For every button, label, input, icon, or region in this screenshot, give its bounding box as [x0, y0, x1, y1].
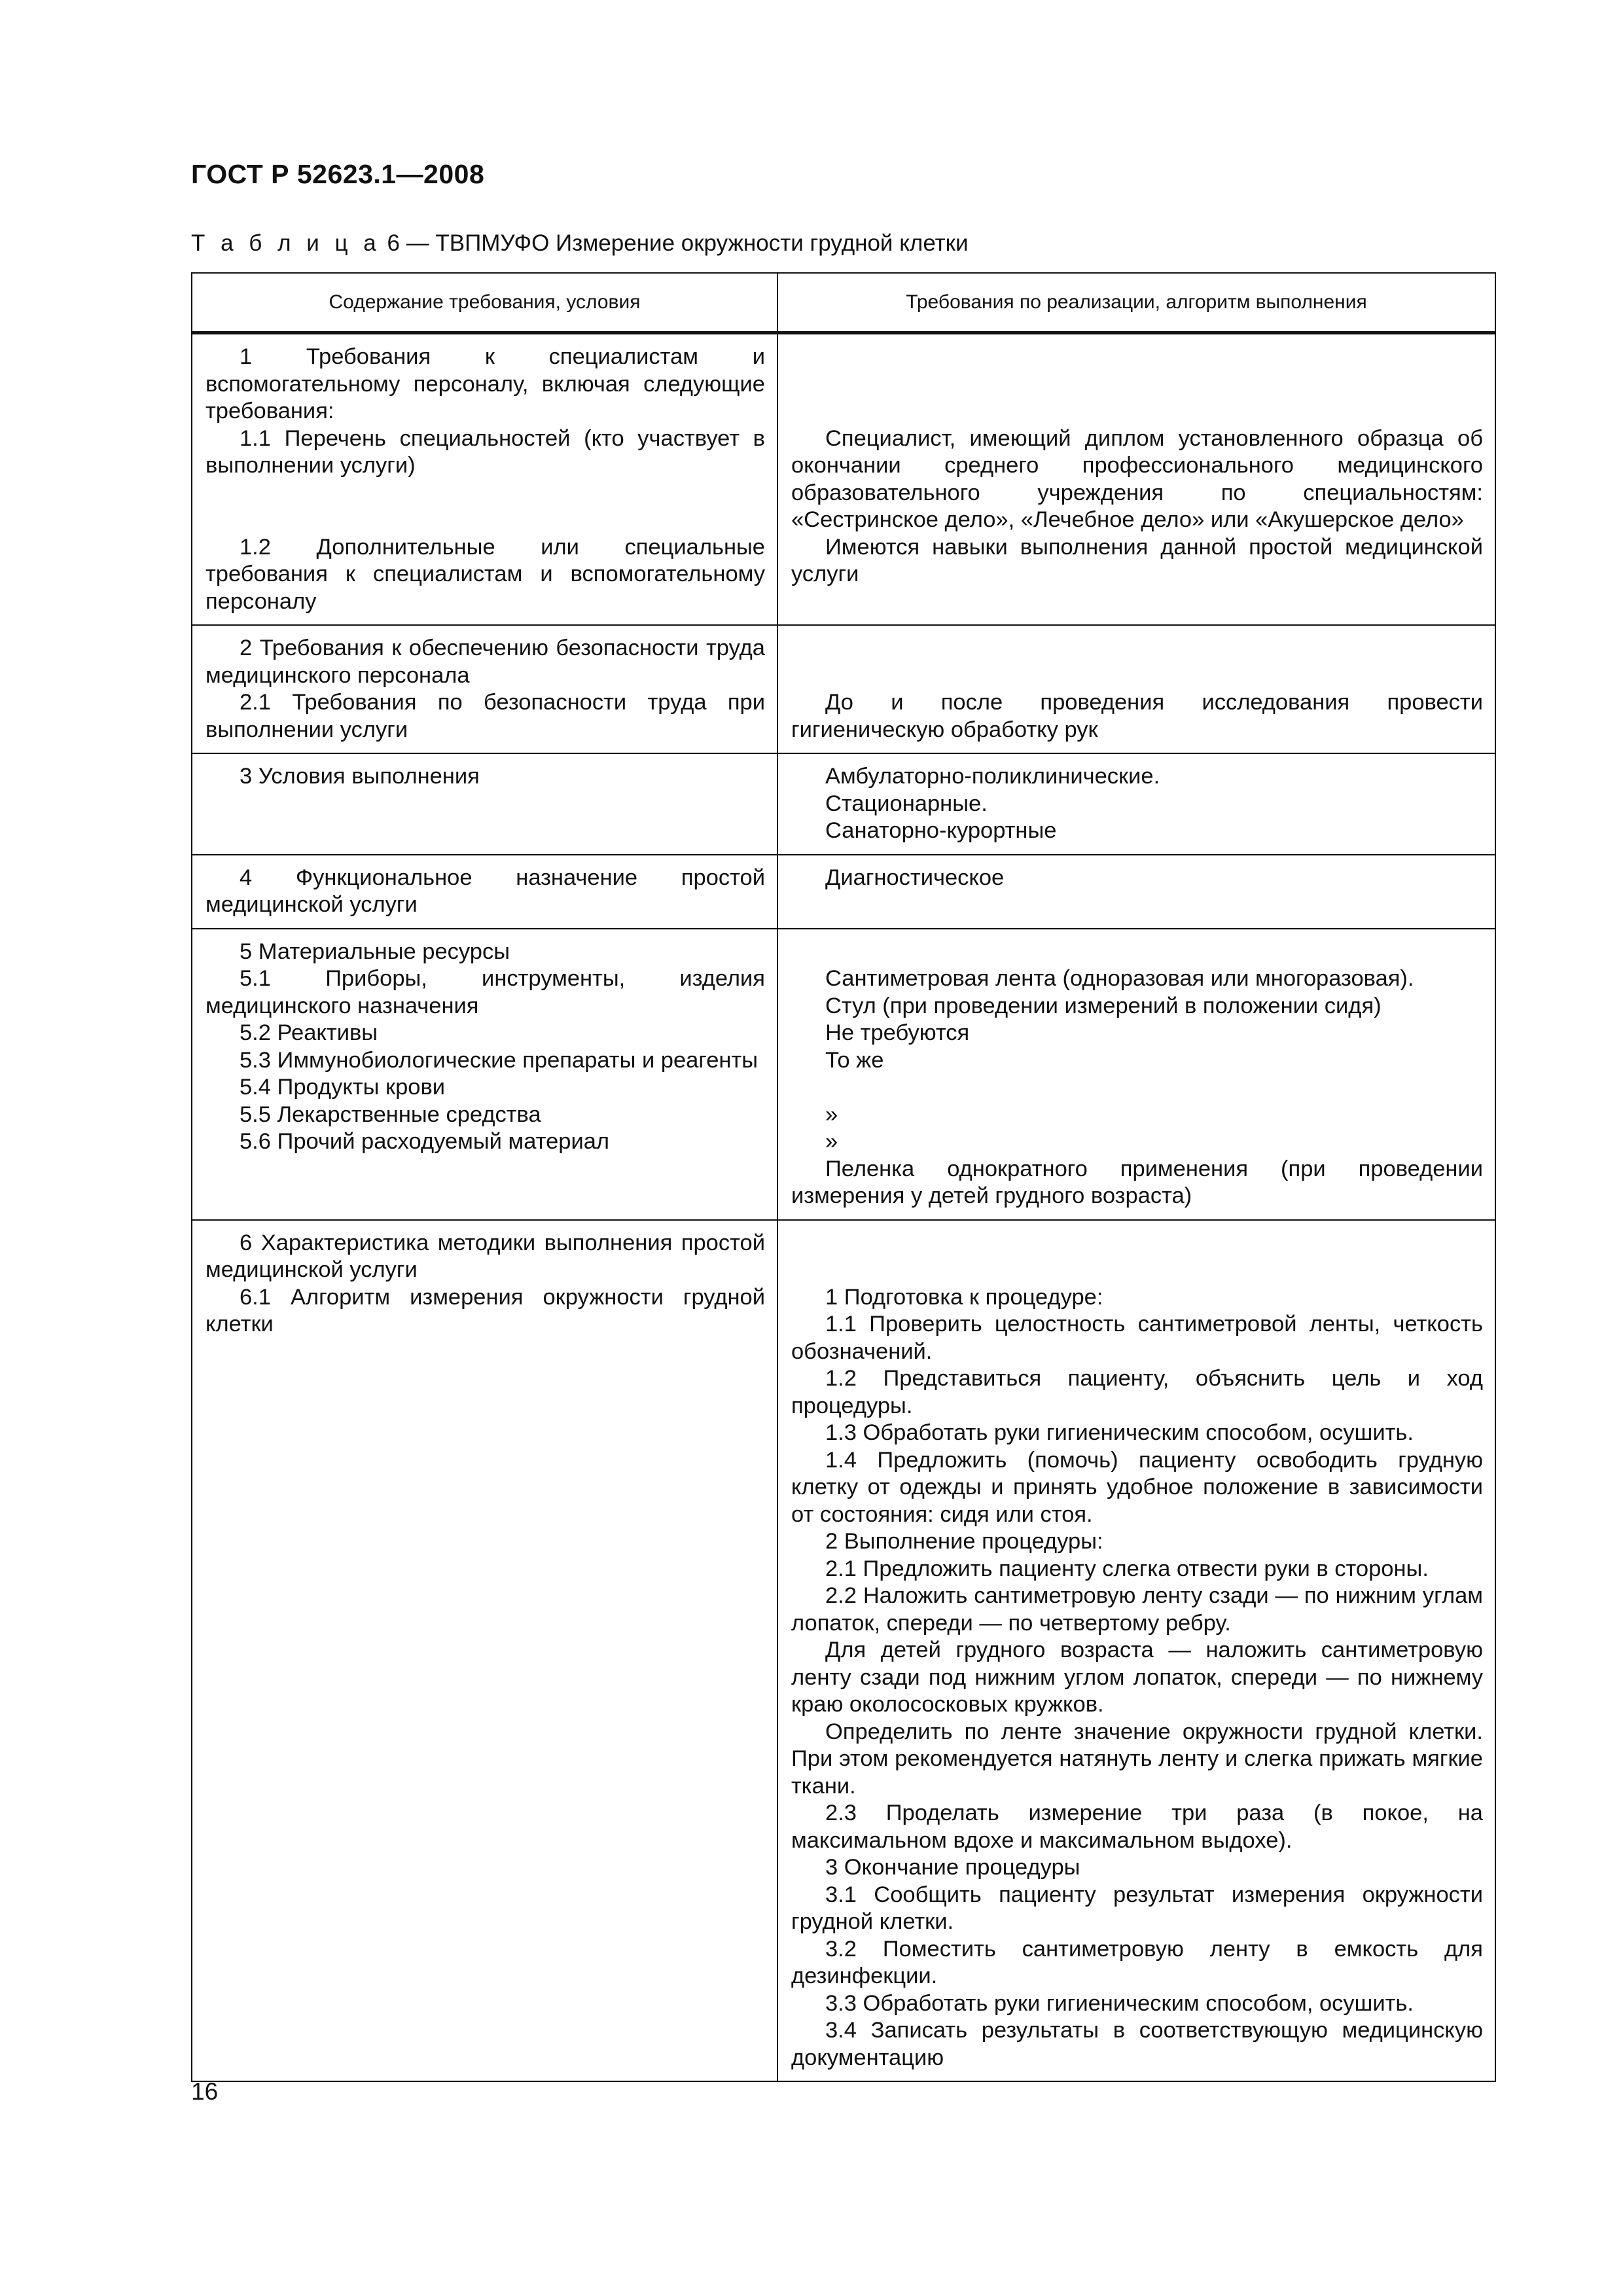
- spacer-line: [791, 1074, 1483, 1102]
- table-row: [192, 753, 1495, 855]
- cell-paragraph: Не требуются: [825, 1020, 970, 1045]
- cell-paragraph: 2 Выполнение процедуры:: [825, 1529, 1103, 1554]
- implementation-cell: [777, 625, 1495, 753]
- cell-paragraph: Санаторно-курортные: [825, 818, 1057, 843]
- cell-paragraph: 1.3 Обработать руки гигиеническим способом, осушить.: [825, 1420, 1414, 1445]
- spacer-line: [791, 1257, 1483, 1284]
- cell-paragraph: 1.2 Представиться пациенту, объяснить цель и ход процедуры.: [791, 1366, 1483, 1418]
- spacer-line: [791, 398, 1483, 425]
- cell-paragraph: 5.5 Лекарственные средства: [240, 1102, 541, 1127]
- caption-prefix: Т а б л и ц а: [191, 230, 381, 256]
- cell-paragraph: Для детей грудного возраста — наложить сантиметровую ленту сзади под нижним углом лопаток, спереди — по нижнему краю околососковых кружков.: [791, 1638, 1483, 1717]
- requirements-table: [191, 272, 1496, 2082]
- cell-paragraph: 3.1 Сообщить пациенту результат измерения окружности грудной клетки.: [791, 1882, 1483, 1934]
- implementation-cell: [777, 929, 1495, 1220]
- cell-paragraph: 1 Требования к специалистам и вспомогательному персоналу, включая следующие требования:: [205, 344, 765, 423]
- cell-paragraph: Имеются навыки выполнения данной простой медицинской услуги: [791, 534, 1483, 586]
- cell-paragraph: 1.1 Проверить целостность сантиметровой ленты, четкость обозначений.: [791, 1312, 1483, 1364]
- cell-paragraph: Стационарные.: [825, 791, 988, 816]
- cell-paragraph: 5.1 Приборы, инструменты, изделия медицинского назначения: [205, 966, 765, 1018]
- cell-paragraph: 3.3 Обработать руки гигиеническим способом, осушить.: [825, 1990, 1414, 2016]
- cell-paragraph: 2.3 Проделать измерение три раза (в покое, на максимальном вдохе и максимальном выдохе).: [791, 1801, 1483, 1853]
- table-row: [192, 1220, 1495, 2082]
- cell-paragraph: 6 Характеристика методики выполнения простой медицинской услуги: [205, 1230, 765, 1282]
- spacer-line: [791, 1230, 1483, 1257]
- document-code: ГОСТ Р 52623.1—2008: [191, 159, 485, 189]
- cell-paragraph: Амбулаторно-поликлинические.: [825, 764, 1160, 789]
- cell-paragraph: То же: [825, 1047, 884, 1073]
- spacer-line: [205, 507, 765, 534]
- cell-paragraph: 3 Окончание процедуры: [825, 1855, 1080, 1880]
- cell-paragraph: 5.3 Иммунобиологические препараты и реагенты: [240, 1047, 758, 1073]
- cell-paragraph: 6.1 Алгоритм измерения окружности грудной клетки: [205, 1284, 765, 1336]
- cell-paragraph: 2.1 Требования по безопасности труда при выполнении услуги: [205, 690, 765, 742]
- cell-paragraph: Стул (при проведении измерений в положении сидя): [825, 993, 1382, 1018]
- cell-paragraph: 4 Функциональное назначение простой медицинской услуги: [205, 865, 765, 917]
- requirement-cell: [192, 929, 777, 1220]
- spacer-line: [205, 480, 765, 507]
- table-header-row: [192, 273, 1495, 333]
- requirement-cell: [192, 625, 777, 753]
- table-caption: [191, 230, 969, 257]
- cell-paragraph: »: [825, 1102, 838, 1127]
- cell-paragraph: 5 Материальные ресурсы: [240, 939, 510, 964]
- cell-paragraph: Определить по ленте значение окружности грудной клетки. При этом рекомендуется натянуть ленту и слегка прижать мягкие ткани.: [791, 1719, 1483, 1799]
- page-number: 16: [191, 2078, 219, 2105]
- cell-paragraph: Специалист, имеющий диплом установленного образца об окончании среднего профессионального медицинского образовательного учреждения по специальностям: «Сестринское дело», «Лечебное дело» или «Акушерское дело»: [791, 425, 1483, 532]
- caption-title: 6 — ТВПМУФО Измерение окружности грудной клетки: [380, 230, 969, 256]
- cell-paragraph: 5.2 Реактивы: [240, 1020, 378, 1045]
- spacer-line: [791, 662, 1483, 690]
- implementation-cell: [777, 753, 1495, 855]
- requirement-cell: [192, 855, 777, 929]
- requirement-cell: [192, 333, 777, 626]
- requirement-cell: [192, 1220, 777, 2082]
- table-row: [192, 625, 1495, 753]
- spacer-line: [791, 371, 1483, 399]
- implementation-cell: [777, 333, 1495, 626]
- table-row: [192, 333, 1495, 626]
- cell-paragraph: Пеленка однократного применения (при проведении измерения у детей грудного возраста): [791, 1156, 1483, 1208]
- cell-paragraph: 3.2 Поместить сантиметровую ленту в емкость для дезинфекции.: [791, 1936, 1483, 1988]
- cell-paragraph: 2.2 Наложить сантиметровую ленту сзади — по нижним углам лопаток, спереди — по четвертому ребру.: [791, 1583, 1483, 1636]
- cell-paragraph: »: [825, 1129, 838, 1154]
- cell-paragraph: Сантиметровая лента (одноразовая или многоразовая).: [825, 966, 1414, 991]
- cell-paragraph: 2 Требования к обеспечению безопасности труда медицинского персонала: [205, 636, 765, 688]
- column-header-implementation: Требования по реализации, алгоритм выполнения: [777, 273, 1495, 333]
- table-row: [192, 929, 1495, 1220]
- implementation-cell: [777, 855, 1495, 929]
- table-row: [192, 855, 1495, 929]
- requirement-cell: [192, 753, 777, 855]
- cell-paragraph: Диагностическое: [825, 865, 1005, 890]
- cell-paragraph: 1.2 Дополнительные или специальные требования к специалистам и вспомогательному персоналу: [205, 534, 765, 614]
- cell-paragraph: 1.1 Перечень специальностей (кто участвует в выполнении услуги): [205, 425, 765, 478]
- spacer-line: [791, 344, 1483, 371]
- cell-paragraph: 3 Условия выполнения: [240, 764, 480, 789]
- implementation-cell: [777, 1220, 1495, 2082]
- cell-paragraph: До и после проведения исследования провести гигиеническую обработку рук: [791, 690, 1483, 742]
- column-header-requirements: Содержание требования, условия: [192, 273, 777, 333]
- spacer-line: [791, 939, 1483, 966]
- cell-paragraph: 5.6 Прочий расходуемый материал: [240, 1129, 610, 1154]
- cell-paragraph: 5.4 Продукты крови: [240, 1075, 446, 1100]
- cell-paragraph: 1 Подготовка к процедуре:: [825, 1284, 1103, 1310]
- cell-paragraph: 2.1 Предложить пациенту слегка отвести руки в стороны.: [825, 1556, 1429, 1581]
- table-body: [192, 333, 1495, 2082]
- cell-paragraph: 1.4 Предложить (помочь) пациенту освободить грудную клетку от одежды и принять удобное положение в зависимости от состояния: сидя или стоя.: [791, 1447, 1483, 1527]
- spacer-line: [791, 635, 1483, 662]
- cell-paragraph: 3.4 Записать результаты в соответствующую медицинскую документацию: [791, 2018, 1483, 2070]
